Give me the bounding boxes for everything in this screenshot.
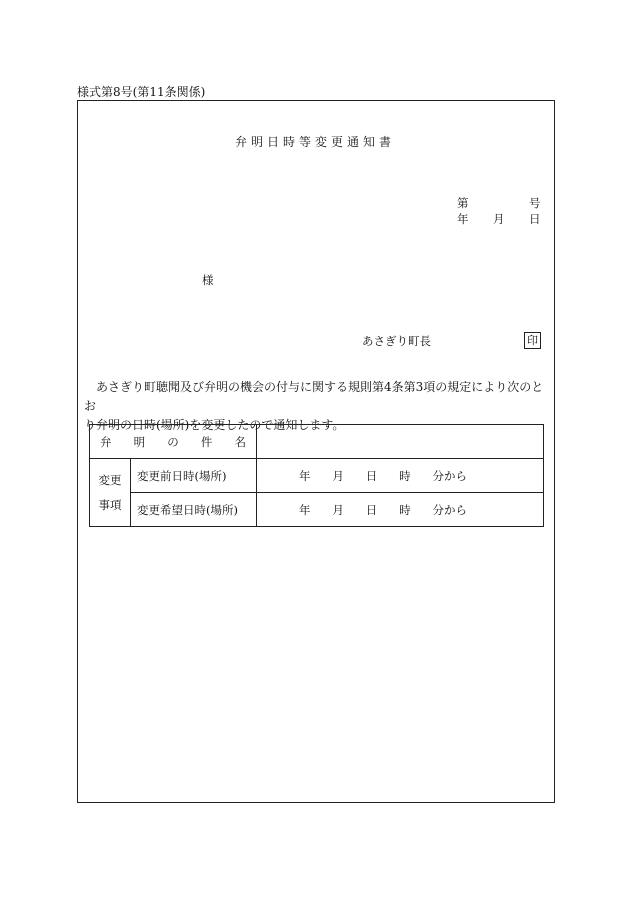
document-title: 弁明日時等変更通知書 <box>234 135 395 149</box>
unit-minute-from: 分から <box>432 468 467 483</box>
case-name-label <box>90 425 257 459</box>
table-row <box>90 459 544 493</box>
notice-body-line-1: あさぎり町聴聞及び弁明の機会の付与に関する規則第4条第3項の規定により次のとお <box>84 380 544 413</box>
notice-body-line-2: り弁明の日時(場所)を変更したので通知します。 <box>84 418 345 432</box>
unit-year: 年 <box>299 502 311 517</box>
number-suffix: 号 <box>529 196 541 210</box>
unit-month: 月 <box>332 468 344 483</box>
change-details-table <box>89 424 544 527</box>
unit-minute-from: 分から <box>432 502 467 517</box>
date-day: 日 <box>529 212 541 226</box>
case-name-char: 明 <box>133 434 146 449</box>
change-items-label <box>90 459 131 527</box>
unit-month: 月 <box>332 502 344 517</box>
table-row <box>90 493 544 527</box>
before-change-label: 変更前日時(場所) <box>131 459 257 493</box>
change-items-label-line-1: 変更 <box>98 472 122 487</box>
case-name-char: の <box>167 434 179 449</box>
requested-change-label: 変更希望日時(場所) <box>131 493 257 527</box>
case-name-char: 弁 <box>100 434 112 449</box>
issuer-name: あさぎり町長 <box>362 334 431 348</box>
change-items-label-line-2: 事項 <box>98 497 122 512</box>
unit-day: 日 <box>365 468 378 483</box>
unit-hour: 時 <box>399 468 411 483</box>
unit-day: 日 <box>365 502 378 517</box>
case-name-char: 件 <box>200 434 213 449</box>
unit-hour: 時 <box>399 502 411 517</box>
date-month: 月 <box>493 212 505 226</box>
before-change-value[interactable] <box>257 459 544 493</box>
case-name-char: 名 <box>234 434 246 449</box>
case-name-value[interactable] <box>257 425 544 459</box>
unit-year: 年 <box>299 468 311 483</box>
addressee-suffix: 様 <box>202 273 214 287</box>
number-prefix: 第 <box>457 196 469 210</box>
form-number-label: 様式第8号(第11条関係) <box>77 85 206 99</box>
requested-change-value[interactable] <box>257 493 544 527</box>
table-row <box>90 425 544 459</box>
date-year: 年 <box>457 212 469 226</box>
seal-mark: 印 <box>524 332 541 349</box>
